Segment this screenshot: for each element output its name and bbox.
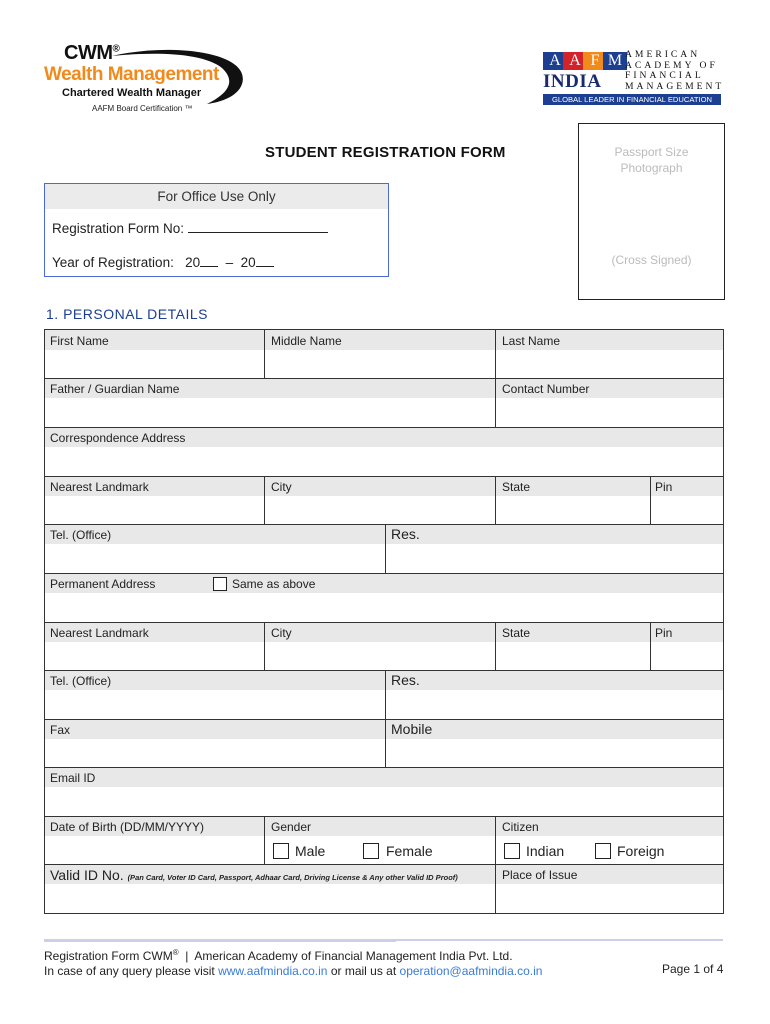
row-divider <box>45 816 723 817</box>
aafm-letter-m: M <box>603 52 627 70</box>
footer-mail-text: or mail us at <box>327 964 400 978</box>
row-divider <box>45 573 723 574</box>
aafm-logo <box>543 49 725 106</box>
male-checkbox[interactable] <box>273 843 289 859</box>
row-divider <box>45 719 723 720</box>
footer-divider <box>396 939 723 941</box>
contact-number-label: Contact Number <box>502 382 590 396</box>
mobile-label: Mobile <box>391 721 433 737</box>
place-of-issue-label: Place of Issue <box>502 868 578 882</box>
footer-company: | American Academy of Financial Management India Pvt. Ltd. <box>178 949 513 963</box>
aafm-letter-a1: A <box>543 52 567 70</box>
reg-form-no-label: Registration Form No: <box>52 221 185 236</box>
footer-form-name: Registration Form CWM <box>44 949 173 963</box>
aafm-name-line: MANAGEMENT <box>625 80 725 92</box>
year-dash: – <box>225 255 234 270</box>
correspondence-address-label: Correspondence Address <box>50 431 186 445</box>
city-label: City <box>271 480 292 494</box>
year-label: Year of Registration: <box>52 255 174 270</box>
row-header <box>45 524 723 544</box>
foreign-label: Foreign <box>617 843 665 859</box>
res-label: Res. <box>391 526 420 542</box>
cwm-board-cert: AAFM Board Certification ™ <box>92 104 193 113</box>
same-as-above-label: Same as above <box>232 577 316 591</box>
photo-box[interactable] <box>578 123 725 300</box>
tel-office-label: Tel. (Office) <box>50 528 112 542</box>
aafm-name-line: AMERICAN <box>625 49 701 60</box>
valid-id-label: Valid ID No. <box>50 867 124 883</box>
col-divider <box>495 622 496 670</box>
female-label: Female <box>386 843 433 859</box>
col-divider <box>264 476 265 524</box>
footer-query-text: In case of any query please visit <box>44 964 219 978</box>
col-divider <box>495 476 496 524</box>
col-divider <box>264 330 265 378</box>
aafm-tagline: GLOBAL LEADER IN FINANCIAL EDUCATION <box>543 94 721 105</box>
aafm-name <box>625 50 724 92</box>
state-label: State <box>502 480 531 494</box>
valid-id-row <box>50 867 458 883</box>
permanent-address-label: Permanent Address <box>50 577 156 591</box>
col-divider <box>495 816 496 913</box>
year-prefix-1: 20 <box>185 255 201 270</box>
cwm-subtitle: Wealth Management <box>44 64 219 85</box>
indian-checkbox[interactable] <box>504 843 520 859</box>
row-divider <box>45 524 723 525</box>
photo-label-2: Photograph <box>620 161 683 175</box>
middle-name-label: Middle Name <box>271 334 342 348</box>
col-divider <box>385 670 386 767</box>
section-heading: 1. PERSONAL DETAILS <box>46 306 208 322</box>
footer-line-2 <box>44 964 542 978</box>
year-prefix-2: 20 <box>240 255 256 270</box>
row-divider <box>45 864 723 865</box>
same-as-above-checkbox[interactable] <box>213 577 227 591</box>
state-label: State <box>502 626 531 640</box>
pin-label: Pin <box>655 626 673 640</box>
row-header <box>45 767 723 787</box>
aafm-name-line: ACADEMY OF <box>625 59 718 71</box>
nearest-landmark-label: Nearest Landmark <box>50 626 149 640</box>
col-divider <box>264 622 265 670</box>
aafm-india: INDIA <box>543 71 602 92</box>
pin-label: Pin <box>655 480 673 494</box>
first-name-label: First Name <box>50 334 109 348</box>
cwm-title: CWM <box>64 42 113 64</box>
last-name-label: Last Name <box>502 334 561 348</box>
aafm-letter-f: F <box>583 52 607 70</box>
footer-line-1 <box>44 948 513 963</box>
row-divider <box>45 622 723 623</box>
row-divider <box>45 378 723 379</box>
aafm-name-line: FINANCIAL <box>625 70 704 81</box>
cwm-tagline: Chartered Wealth Manager <box>62 87 202 99</box>
col-divider <box>264 816 265 864</box>
female-checkbox[interactable] <box>363 843 379 859</box>
office-use-box <box>44 183 389 277</box>
valid-id-note: (Pan Card, Voter ID Card, Passport, Adhaar Card, Driving License & Any other Valid ID Proof) <box>127 873 458 882</box>
cwm-logo <box>42 40 262 120</box>
row-divider <box>45 670 723 671</box>
aafm-letter-a2: A <box>563 52 587 70</box>
col-divider <box>650 476 651 524</box>
foreign-checkbox[interactable] <box>595 843 611 859</box>
row-header <box>45 330 723 350</box>
email-id-label: Email ID <box>50 771 96 785</box>
row-header <box>45 670 723 690</box>
personal-details-grid <box>44 329 724 914</box>
form-title: STUDENT REGISTRATION FORM <box>265 144 506 161</box>
res-label: Res. <box>391 672 420 688</box>
footer-reg-mark: ® <box>172 948 179 957</box>
indian-label: Indian <box>526 843 565 859</box>
father-name-label: Father / Guardian Name <box>50 382 180 396</box>
city-label: City <box>271 626 292 640</box>
reg-form-no-field[interactable] <box>188 220 328 233</box>
dob-label: Date of Birth (DD/MM/YYYY) <box>50 820 205 834</box>
year-field-2[interactable] <box>256 254 274 267</box>
year-of-registration-row <box>52 254 274 270</box>
col-divider <box>650 622 651 670</box>
page-number: Page 1 of 4 <box>662 962 724 976</box>
citizen-label: Citizen <box>502 820 539 834</box>
photo-label-3: (Cross Signed) <box>611 253 692 267</box>
fax-label: Fax <box>50 723 71 737</box>
website-link[interactable]: www.aafmindia.co.in <box>218 964 328 978</box>
row-header <box>45 719 723 739</box>
col-divider <box>495 330 496 427</box>
tel-office-label: Tel. (Office) <box>50 674 112 688</box>
cwm-reg-mark: ® <box>112 43 120 55</box>
year-field-1[interactable] <box>200 254 218 267</box>
email-link[interactable]: operation@aafmindia.co.in <box>399 964 543 978</box>
row-divider <box>45 427 723 428</box>
office-use-heading: For Office Use Only <box>45 184 388 209</box>
photo-label-1: Passport Size <box>614 145 689 159</box>
nearest-landmark-label: Nearest Landmark <box>50 480 149 494</box>
gender-label: Gender <box>271 820 312 834</box>
footer-divider <box>44 939 396 942</box>
row-divider <box>45 767 723 768</box>
row-divider <box>45 476 723 477</box>
male-label: Male <box>295 843 326 859</box>
col-divider <box>385 524 386 573</box>
reg-form-no-row <box>52 220 328 236</box>
